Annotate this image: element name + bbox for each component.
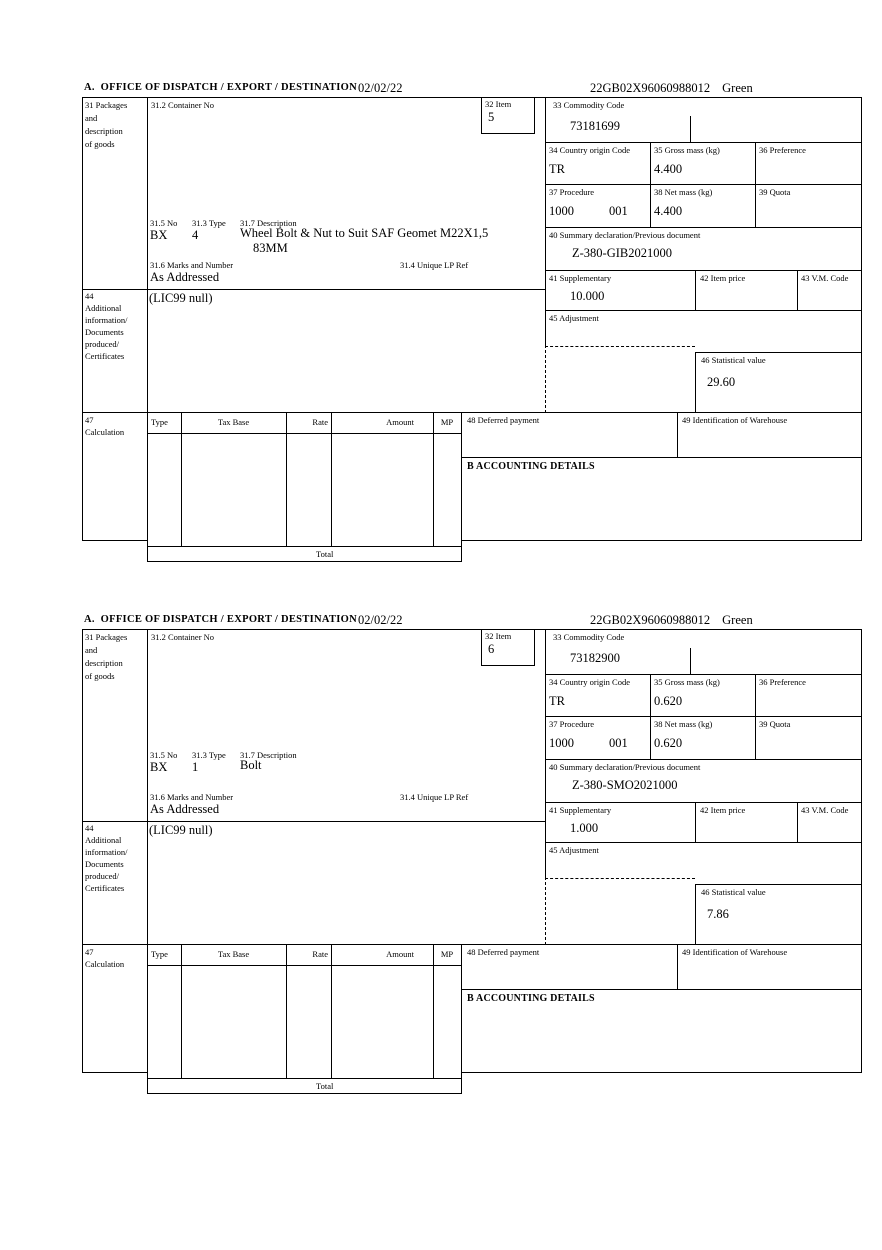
declaration-date: 02/02/22: [358, 613, 403, 627]
box-32-label: 32 Item: [485, 99, 512, 109]
box-47-calculation-table: [147, 412, 462, 562]
box-44-label-line2: information/: [85, 847, 128, 857]
box-42-label: 42 Item price: [700, 273, 746, 283]
dashed-divider-horizontal: [545, 878, 695, 879]
box-31-label-line4: of goods: [85, 671, 115, 681]
box-44-label-line1: Additional: [85, 835, 122, 845]
divider: [650, 674, 651, 759]
box-45-label: 45 Adjustment: [549, 845, 599, 855]
box-31-6-label: 31.6 Marks and Number: [150, 260, 234, 270]
box-41-label: 41 Supplementary: [549, 273, 612, 283]
commodity-code-divider: [690, 648, 691, 674]
box-36-label: 36 Preference: [759, 145, 806, 155]
calc-header-amount: Amount: [386, 417, 414, 427]
divider: [755, 674, 756, 759]
declaration-item-section: [82, 612, 862, 1144]
box-47-label-line2: Calculation: [85, 959, 125, 969]
package-type-value: BX: [150, 760, 168, 774]
goods-description-line2: 83MM: [253, 241, 288, 255]
previous-document-value: Z-380-GIB2021000: [572, 246, 672, 260]
package-type-value: BX: [150, 228, 168, 242]
box-34-label: 34 Country origin Code: [549, 677, 630, 687]
box-44-label-line4: produced/: [85, 339, 119, 349]
accounting-top-divider: [462, 989, 862, 990]
box-49-label: 49 Identification of Warehouse: [682, 947, 788, 957]
supplementary-units-value: 1.000: [570, 821, 599, 835]
box-31-4-label: 31.4 Unique LP Ref: [400, 792, 469, 802]
divider: [545, 759, 862, 760]
office-of-dispatch-heading: A. OFFICE OF DISPATCH / EXPORT / DESTINATION: [84, 614, 358, 625]
box-31-label-line3: description: [85, 126, 123, 136]
calc-total-divider: [148, 546, 461, 547]
box-31-label: 31 Packages: [85, 100, 128, 110]
divider: [545, 184, 862, 185]
divider: [755, 142, 756, 227]
commodity-code-value: 73182900: [570, 651, 620, 665]
divider: [695, 802, 696, 842]
previous-document-value: Z-380-SMO2021000: [572, 778, 678, 792]
box-31-4-label: 31.4 Unique LP Ref: [400, 260, 469, 270]
routing-status: Green: [722, 613, 753, 627]
procedure-extra-value: 001: [609, 204, 628, 218]
package-count-value: 1: [192, 760, 199, 774]
divider: [695, 270, 696, 310]
box-38-label: 38 Net mass (kg): [654, 187, 713, 197]
marks-and-number-value: As Addressed: [150, 270, 220, 284]
box-47-label-line2: Calculation: [85, 427, 125, 437]
box-31-7-label: 31.7 Description: [240, 750, 297, 760]
box-42-label: 42 Item price: [700, 805, 746, 815]
box-33-label: 33 Commodity Code: [553, 100, 625, 110]
box-31-5-label: 31.5 No: [150, 218, 178, 228]
mrn-number: 22GB02X96060988012: [590, 81, 711, 95]
divider: [545, 716, 862, 717]
box-47-calculation-table: [147, 944, 462, 1094]
box-44-label-line5: Certificates: [85, 351, 125, 361]
box-39-label: 39 Quota: [759, 187, 791, 197]
box-40-label: 40 Summary declaration/Previous document: [549, 230, 701, 240]
net-mass-value: 4.400: [654, 204, 683, 218]
net-mass-value: 0.620: [654, 736, 683, 750]
procedure-value: 1000: [549, 204, 574, 218]
calc-header-rate: Rate: [312, 949, 328, 959]
divider: [545, 842, 862, 843]
box-31-label-line4: of goods: [85, 139, 115, 149]
box-44-label-line3: Documents: [85, 859, 124, 869]
box-32-item: [481, 629, 535, 666]
box-40-label: 40 Summary declaration/Previous document: [549, 762, 701, 772]
office-of-dispatch-heading: A. OFFICE OF DISPATCH / EXPORT / DESTINATION: [84, 82, 358, 93]
box-31-label-line2: and: [85, 645, 98, 655]
box-44-label-line2: information/: [85, 315, 128, 325]
box-44-label-line3: Documents: [85, 327, 124, 337]
box-47-label: 47: [85, 947, 94, 957]
box-36-label: 36 Preference: [759, 677, 806, 687]
box-31-label: 31 Packages: [85, 632, 128, 642]
mrn-number: 22GB02X96060988012: [590, 613, 711, 627]
calc-header-type: Type: [151, 417, 168, 427]
box-46-statistical-value: [695, 352, 862, 412]
box-41-label: 41 Supplementary: [549, 805, 612, 815]
box-32-item: [481, 97, 535, 134]
procedure-value: 1000: [549, 736, 574, 750]
accounting-top-divider: [462, 457, 862, 458]
calc-header-rate: Rate: [312, 417, 328, 427]
accounting-details-heading: B ACCOUNTING DETAILS: [467, 993, 595, 1004]
box-44-label: 44: [85, 823, 94, 833]
country-origin-value: TR: [549, 694, 565, 708]
additional-information-value: (LIC99 null): [149, 823, 213, 837]
divider: [677, 412, 678, 457]
box-35-label: 35 Gross mass (kg): [654, 677, 720, 687]
box-31-6-label: 31.6 Marks and Number: [150, 792, 234, 802]
divider: [545, 674, 862, 675]
calc-total-label: Total: [316, 549, 334, 559]
calc-header-mp: MP: [440, 417, 454, 427]
item-number: 6: [488, 642, 495, 656]
box-46-statistical-value: [695, 884, 862, 944]
box-46-label: 46 Statistical value: [701, 355, 766, 365]
gross-mass-value: 4.400: [654, 162, 683, 176]
routing-status: Green: [722, 81, 753, 95]
divider: [650, 142, 651, 227]
box-44-top-divider: [82, 289, 545, 290]
calc-header-divider: [148, 965, 461, 966]
box-37-label: 37 Procedure: [549, 187, 595, 197]
box-44-label: 44: [85, 291, 94, 301]
box-48-label: 48 Deferred payment: [467, 947, 540, 957]
box-31-5-label: 31.5 No: [150, 750, 178, 760]
accounting-details-heading: B ACCOUNTING DETAILS: [467, 461, 595, 472]
dashed-divider-vertical: [545, 877, 546, 945]
calc-total-divider: [148, 1078, 461, 1079]
declaration-item-section: [82, 80, 862, 612]
box-47-label: 47: [85, 415, 94, 425]
package-count-value: 4: [192, 228, 199, 242]
additional-information-value: (LIC99 null): [149, 291, 213, 305]
box-49-label: 49 Identification of Warehouse: [682, 415, 788, 425]
box-31-7-label: 31.7 Description: [240, 218, 297, 228]
calc-header-tax-base: Tax Base: [217, 417, 250, 427]
dashed-divider-horizontal: [545, 346, 695, 347]
divider: [545, 310, 862, 311]
calc-header-amount: Amount: [386, 949, 414, 959]
calc-header-tax-base: Tax Base: [217, 949, 250, 959]
declaration-date: 02/02/22: [358, 81, 403, 95]
supplementary-units-value: 10.000: [570, 289, 605, 303]
box-31-label-line2: and: [85, 113, 98, 123]
country-origin-value: TR: [549, 162, 565, 176]
divider: [545, 142, 862, 143]
box-33-label: 33 Commodity Code: [553, 632, 625, 642]
box-44-label-line4: produced/: [85, 871, 119, 881]
procedure-extra-value: 001: [609, 736, 628, 750]
box-31-label-line3: description: [85, 658, 123, 668]
item-number: 5: [488, 110, 495, 124]
right-column-divider: [545, 629, 546, 877]
calc-total-label: Total: [316, 1081, 334, 1091]
marks-and-number-value: As Addressed: [150, 802, 220, 816]
calc-header-mp: MP: [440, 949, 454, 959]
divider: [545, 227, 862, 228]
box-38-label: 38 Net mass (kg): [654, 719, 713, 729]
right-column-divider: [545, 97, 546, 345]
box-39-label: 39 Quota: [759, 719, 791, 729]
box-37-label: 37 Procedure: [549, 719, 595, 729]
gross-mass-value: 0.620: [654, 694, 683, 708]
goods-description-line1: Bolt: [240, 758, 262, 772]
box-34-label: 34 Country origin Code: [549, 145, 630, 155]
divider: [545, 270, 862, 271]
commodity-code-divider: [690, 116, 691, 142]
statistical-value: 7.86: [707, 907, 729, 921]
divider: [545, 802, 862, 803]
commodity-code-value: 73181699: [570, 119, 620, 133]
divider: [797, 802, 798, 842]
box-32-label: 32 Item: [485, 631, 512, 641]
dashed-divider-vertical: [545, 345, 546, 413]
statistical-value: 29.60: [707, 375, 736, 389]
divider: [797, 270, 798, 310]
box-31-2-label: 31.2 Container No: [151, 632, 215, 642]
box-43-label: 43 V.M. Code: [801, 273, 849, 283]
box-44-label-line1: Additional: [85, 303, 122, 313]
box-31-2-label: 31.2 Container No: [151, 100, 215, 110]
calc-header-divider: [148, 433, 461, 434]
goods-description-line1: Wheel Bolt & Nut to Suit SAF Geomet M22X1,5: [240, 226, 489, 240]
box-43-label: 43 V.M. Code: [801, 805, 849, 815]
box-48-label: 48 Deferred payment: [467, 415, 540, 425]
box-31-3-label: 31.3 Type: [192, 750, 226, 760]
box-44-label-line5: Certificates: [85, 883, 125, 893]
calc-header-type: Type: [151, 949, 168, 959]
box-44-top-divider: [82, 821, 545, 822]
box-35-label: 35 Gross mass (kg): [654, 145, 720, 155]
divider: [677, 944, 678, 989]
box-31-3-label: 31.3 Type: [192, 218, 226, 228]
box-45-label: 45 Adjustment: [549, 313, 599, 323]
box-46-label: 46 Statistical value: [701, 887, 766, 897]
mrn-line: [590, 81, 753, 95]
mrn-line: [590, 613, 753, 627]
